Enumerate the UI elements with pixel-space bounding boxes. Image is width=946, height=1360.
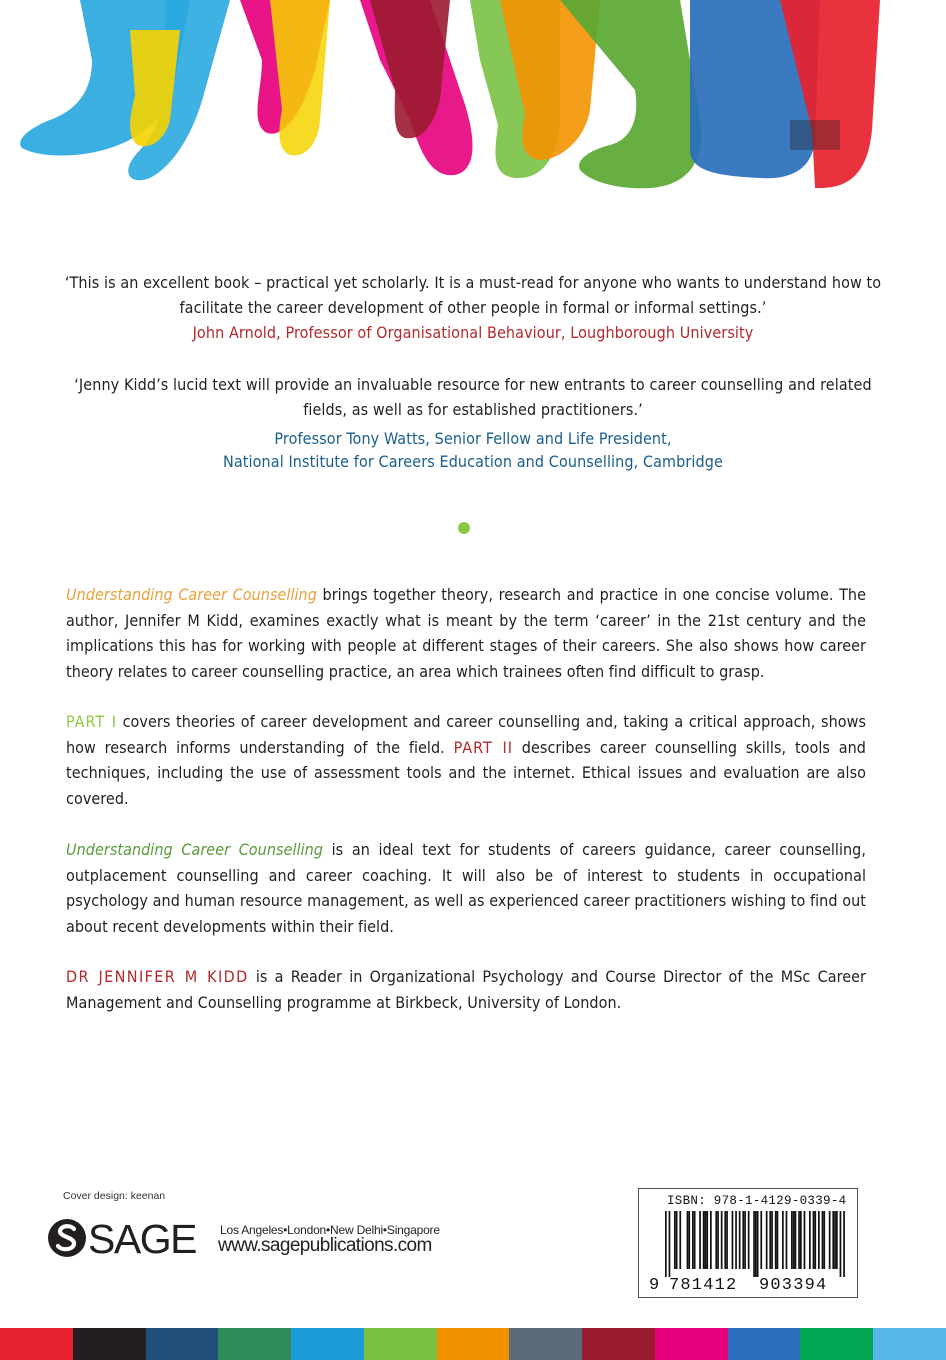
sage-wordmark: SAGE <box>88 1216 196 1262</box>
color-strip-segment <box>800 1328 873 1360</box>
barcode-bar <box>703 1211 705 1269</box>
barcode-bar <box>777 1211 779 1269</box>
barcode-bar <box>836 1211 838 1269</box>
color-strip-segment <box>655 1328 728 1360</box>
barcode <box>649 1211 847 1291</box>
barcode-bar <box>717 1211 719 1269</box>
barcode-bar <box>757 1211 759 1277</box>
part-2-label: PART II <box>453 737 513 757</box>
barcode-bar <box>843 1211 845 1277</box>
barcode-bar <box>832 1211 834 1269</box>
barcode-bar <box>814 1211 816 1269</box>
barcode-bar <box>771 1211 773 1269</box>
author-bio-paragraph <box>66 964 866 1015</box>
quote-attribution: John Arnold, Professor of Organisational Behaviour, Loughborough University <box>192 323 754 342</box>
paragraph-text: is a Reader in Organizational Psychology and Course Director of the MSc Career Management and Counselling programme at Birkbeck, University of London. <box>66 967 866 1012</box>
barcode-bar <box>813 1211 815 1269</box>
barcode-bars <box>665 1211 845 1277</box>
barcode-bar <box>798 1211 800 1269</box>
quote-attribution-line-2: National Institute for Careers Education and Counselling, Cambridge <box>223 452 723 471</box>
barcode-bar <box>699 1211 701 1269</box>
barcode-bar <box>748 1211 750 1269</box>
color-strip-segment <box>873 1328 946 1360</box>
barcode-bar <box>822 1211 824 1269</box>
quote-text: ‘This is an excellent book – practical yet scholarly. It is a must-read for anyone who wants to understand how to facilitate the career development of other people in formal or informal settings.’ <box>64 273 882 317</box>
barcode-bar <box>786 1211 788 1269</box>
paragraph-text: describes career counselling skills, tools and techniques, including the use of assessment tools and the internet. Ethical issues and evaluation are also covered. <box>66 737 866 808</box>
paragraph-text: is an ideal text for students of careers guidance, career counselling, outplacement counselling and career coaching. It will also be of interest to students in occupational psychology and human resource management, as well as experienced career practitioners wishing to find out about recent developments within their field. <box>66 840 866 936</box>
color-strip-segment <box>291 1328 364 1360</box>
barcode-bar <box>732 1211 734 1269</box>
paragraph-text: covers theories of career development and career counselling and, taking a critical approach, shows how research informs understanding of the field. <box>66 712 866 757</box>
barcode-bar <box>809 1211 811 1269</box>
publisher-url: www.sagepublications.com <box>218 1235 432 1256</box>
silhouette-yellow-leg-2 <box>270 0 330 155</box>
barcode-bar <box>753 1211 755 1277</box>
paragraph-text: brings together theory, research and practice in one concise volume. The author, Jennifer M Kidd, examines exactly what is meant by the term ‘career’ in the 21st century and the implications this has for working with people at different stages of their careers. She also shows how career theory relates to career counselling practice, an area which trainees often find difficult to grasp. <box>66 585 866 681</box>
barcode-digits-left: 781412 <box>669 1276 738 1291</box>
barcode-bar <box>715 1211 717 1269</box>
color-strip-segment <box>437 1328 510 1360</box>
color-strip <box>0 1328 946 1360</box>
barcode-bar <box>694 1211 696 1269</box>
barcode-bar <box>665 1211 667 1277</box>
barcode-bar <box>775 1211 777 1269</box>
color-strip-segment <box>509 1328 582 1360</box>
barcode-bar <box>800 1211 802 1269</box>
barcode-bar <box>766 1211 768 1269</box>
barcode-bar <box>829 1211 831 1269</box>
isbn-label: ISBN: 978-1-4129-0339-4 <box>667 1194 847 1208</box>
endorsement-quote-2 <box>60 372 886 473</box>
color-strip-segment <box>218 1328 291 1360</box>
barcode-bar <box>739 1211 741 1269</box>
description-paragraph-2 <box>66 709 866 811</box>
isbn-barcode-box <box>638 1188 858 1298</box>
barcode-digits-right: 903394 <box>759 1276 828 1291</box>
barcode-bar <box>692 1211 694 1269</box>
sage-logo <box>45 1212 205 1264</box>
barcode-bar <box>721 1211 723 1269</box>
barcode-bar <box>688 1211 690 1269</box>
color-strip-segment <box>364 1328 437 1360</box>
part-1-label: PART I <box>66 712 117 731</box>
barcode-bar <box>705 1211 707 1269</box>
barcode-bar <box>669 1211 671 1277</box>
barcode-bar <box>804 1211 806 1269</box>
barcode-bar <box>679 1211 681 1269</box>
barcode-bar <box>724 1211 726 1269</box>
barcode-bar <box>818 1211 820 1269</box>
barcode-bar <box>744 1211 746 1269</box>
barcode-bar <box>782 1211 784 1269</box>
barcode-bar <box>726 1211 728 1269</box>
quote-attribution-line-1: Professor Tony Watts, Senior Fellow and Life President, <box>274 429 672 448</box>
book-title: Understanding Career Counselling <box>66 585 317 604</box>
publisher-cities: Los Angeles•London•New Delhi•Singapore <box>220 1223 440 1237</box>
silhouette-black-shoe <box>790 120 840 150</box>
barcode-bar <box>755 1211 757 1277</box>
endorsement-quote-1 <box>60 270 886 345</box>
people-silhouettes-illustration <box>0 0 946 200</box>
barcode-bar <box>769 1211 771 1269</box>
barcode-bar <box>840 1211 842 1277</box>
color-strip-segment <box>582 1328 655 1360</box>
color-strip-segment <box>73 1328 146 1360</box>
green-dot-divider <box>458 522 470 534</box>
barcode-bar <box>710 1211 712 1269</box>
color-strip-segment <box>728 1328 801 1360</box>
barcode-bar <box>687 1211 689 1269</box>
barcode-bar <box>735 1211 737 1269</box>
barcode-bar <box>676 1211 678 1269</box>
barcode-digit-first: 9 <box>649 1276 660 1291</box>
quote-text: ‘Jenny Kidd’s lucid text will provide an invaluable resource for new entrants to career counselling and related fields, as well as for established practitioners.’ <box>74 375 872 419</box>
barcode-bar <box>674 1211 676 1269</box>
barcode-bar <box>706 1211 708 1269</box>
description-paragraph-1 <box>66 582 866 684</box>
barcode-bar <box>823 1211 825 1269</box>
color-strip-segment <box>0 1328 73 1360</box>
book-title: Understanding Career Counselling <box>66 840 323 859</box>
barcode-bar <box>793 1211 795 1269</box>
author-name: DR JENNIFER M KIDD <box>66 967 249 986</box>
barcode-bar <box>795 1211 797 1269</box>
barcode-bar <box>834 1211 836 1269</box>
color-strip-segment <box>146 1328 219 1360</box>
barcode-bar <box>760 1211 762 1269</box>
barcode-bar <box>742 1211 744 1269</box>
description-paragraph-3 <box>66 837 866 939</box>
cover-design-credit: Cover design: keenan <box>63 1190 166 1202</box>
barcode-bar <box>791 1211 793 1269</box>
